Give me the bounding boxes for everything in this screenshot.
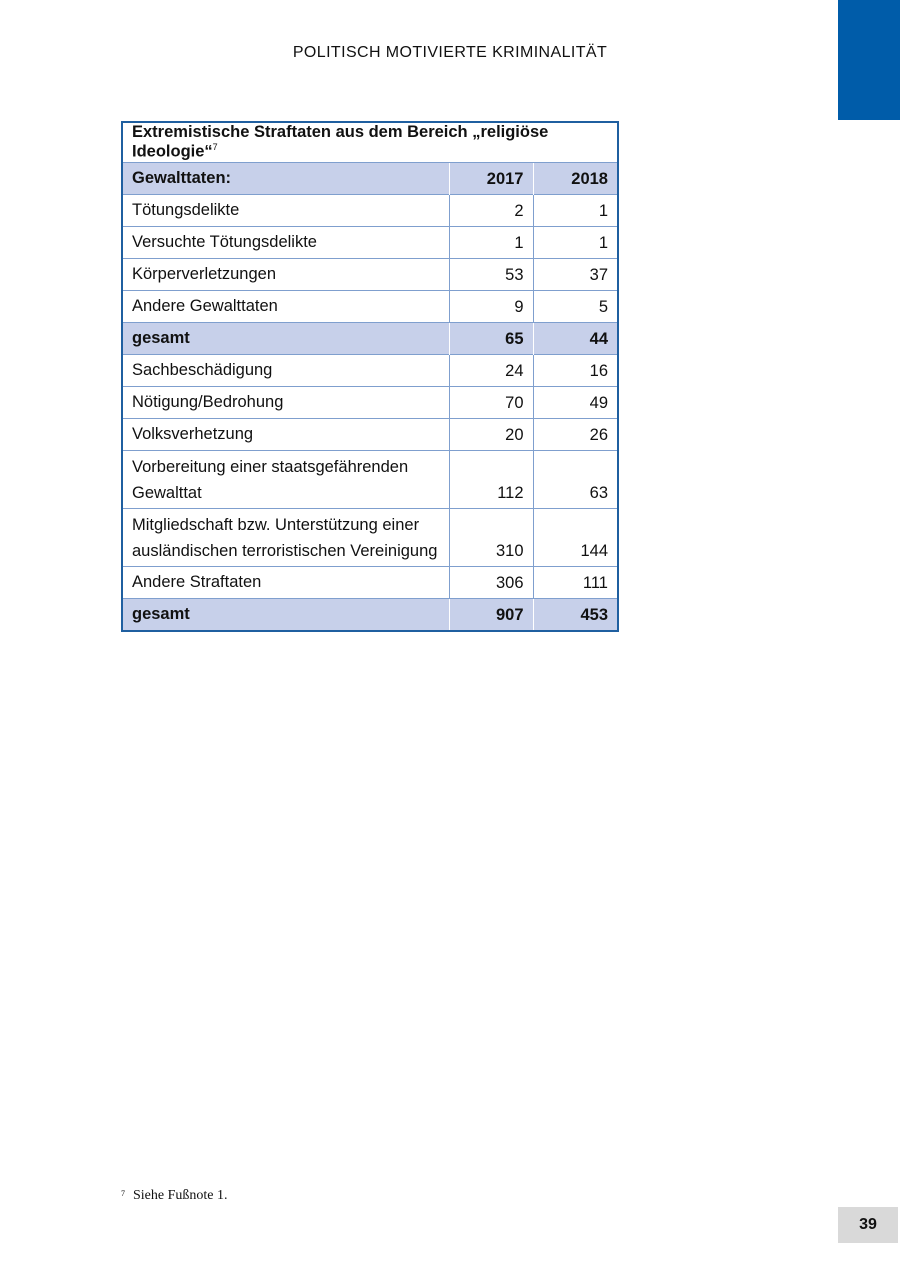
table-caption-row — [123, 123, 617, 162]
table-header-row — [123, 162, 617, 194]
cell-2018: 63 — [533, 450, 617, 508]
row-label-line: ausländischen terroristischen Vereinigung — [132, 541, 438, 560]
cell-2017: 1 — [449, 226, 533, 258]
row-label — [123, 450, 449, 508]
cell-2017: 70 — [449, 386, 533, 418]
row-label: Volksverhetzung — [123, 418, 449, 450]
cell-2017: 24 — [449, 354, 533, 386]
header-year-2017: 2017 — [449, 162, 533, 194]
total-row — [123, 598, 617, 630]
cell-2017: 310 — [449, 508, 533, 566]
cell-2017: 306 — [449, 566, 533, 598]
cell-2018: 1 — [533, 226, 617, 258]
cell-2017: 2 — [449, 194, 533, 226]
row-label: gesamt — [123, 322, 449, 354]
table-row — [123, 258, 617, 290]
table-row — [123, 450, 617, 508]
cell-2017: 9 — [449, 290, 533, 322]
table-row — [123, 226, 617, 258]
footnote-text: Siehe Fußnote 1. — [133, 1188, 228, 1203]
row-label: Nötigung/Bedrohung — [123, 386, 449, 418]
table-caption — [123, 123, 617, 162]
table-row — [123, 566, 617, 598]
row-label — [123, 508, 449, 566]
row-label: Körperverletzungen — [123, 258, 449, 290]
table-row — [123, 508, 617, 566]
cell-2017: 20 — [449, 418, 533, 450]
row-label: Sachbeschädigung — [123, 354, 449, 386]
cell-2017: 907 — [449, 598, 533, 630]
cell-2018: 5 — [533, 290, 617, 322]
cell-2018: 44 — [533, 322, 617, 354]
cell-2018: 111 — [533, 566, 617, 598]
table-row — [123, 418, 617, 450]
cell-2018: 1 — [533, 194, 617, 226]
row-label-line: Mitgliedschaft bzw. Unterstützung einer — [132, 515, 420, 534]
table-row — [123, 194, 617, 226]
table-row — [123, 386, 617, 418]
header-year-2018: 2018 — [533, 162, 617, 194]
page-number: 39 — [838, 1207, 898, 1243]
row-label: Andere Straftaten — [123, 566, 449, 598]
cell-2018: 16 — [533, 354, 617, 386]
table-caption-text: Extremistische Straftaten aus dem Bereich „religiöse Ideologie“ — [132, 123, 549, 161]
row-label-line: Gewalttat — [132, 483, 202, 502]
cell-2017: 65 — [449, 322, 533, 354]
row-label-line: Vorbereitung einer staatsgefährenden — [132, 457, 409, 476]
footnote — [121, 1188, 228, 1204]
statistics-table — [121, 121, 619, 632]
row-label: Versuchte Tötungsdelikte — [123, 226, 449, 258]
header-label: Gewalttaten: — [123, 162, 449, 194]
footnote-number: 7 — [121, 1189, 125, 1198]
table-row — [123, 354, 617, 386]
cell-2017: 53 — [449, 258, 533, 290]
table-row — [123, 290, 617, 322]
cell-2017: 112 — [449, 450, 533, 508]
row-label: Tötungsdelikte — [123, 194, 449, 226]
subtotal-row — [123, 322, 617, 354]
cell-2018: 26 — [533, 418, 617, 450]
footnote-reference: 7 — [212, 142, 218, 152]
cell-2018: 144 — [533, 508, 617, 566]
cell-2018: 453 — [533, 598, 617, 630]
row-label: gesamt — [123, 598, 449, 630]
cell-2018: 49 — [533, 386, 617, 418]
row-label: Andere Gewalttaten — [123, 290, 449, 322]
cell-2018: 37 — [533, 258, 617, 290]
running-header: POLITISCH MOTIVIERTE KRIMINALITÄT — [292, 44, 608, 61]
